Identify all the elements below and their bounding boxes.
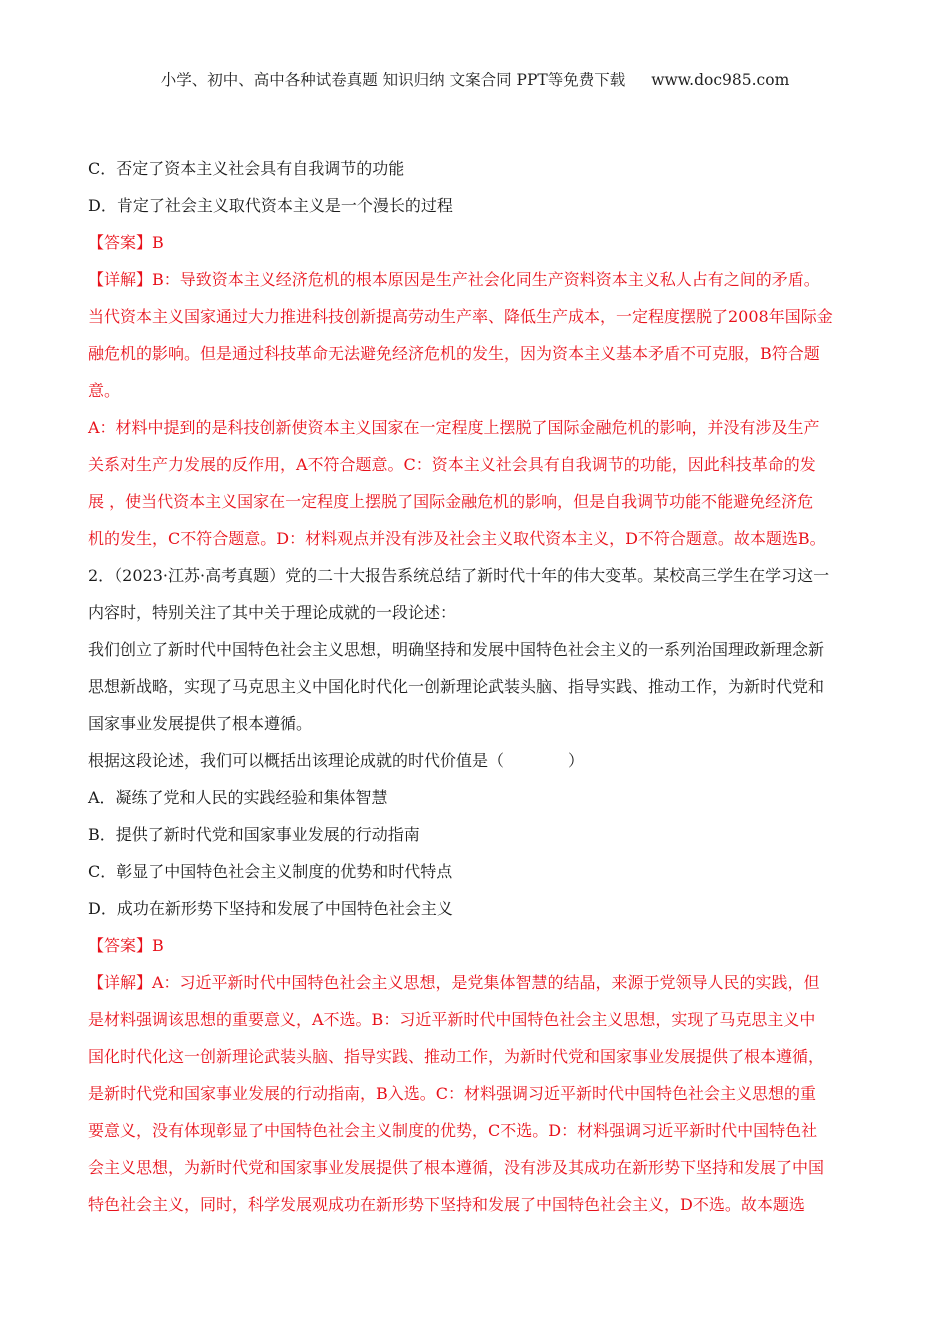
text-line: A：材料中提到的是科技创新使资本主义国家在一定程度上摆脱了国际金融危机的影响，并没有涉及生产	[88, 418, 820, 437]
text-line: B．提供了新时代党和国家事业发展的行动指南	[88, 825, 420, 844]
text-line: 【详解】A：习近平新时代中国特色社会主义思想，是党集体智慧的结晶，来源于党领导人民的实践，但	[88, 973, 820, 992]
text-line: 是新时代党和国家事业发展的行动指南，B入选。C：材料强调习近平新时代中国特色社会主义思想的重	[88, 1084, 817, 1103]
text-line: 国家事业发展提供了根本遵循。	[88, 714, 313, 733]
text-line: 特色社会主义，同时，科学发展观成功在新形势下坚持和发展了中国特色社会主义，D不选。故本题选	[88, 1195, 805, 1214]
text-line: 会主义思想，为新时代党和国家事业发展提供了根本遵循，没有涉及其成功在新形势下坚持和发展了中国	[88, 1158, 825, 1177]
page-header	[0, 68, 950, 90]
text-line: C．彰显了中国特色社会主义制度的优势和时代特点	[88, 862, 453, 881]
text-line: 意。	[88, 381, 121, 400]
text-line: 展 ，使当代资本主义国家在一定程度上摆脱了国际金融危机的影响，但是自我调节功能不能避免经济危	[88, 492, 814, 511]
document-body	[88, 150, 868, 1223]
text-line: A．凝练了党和人民的实践经验和集体智慧	[88, 788, 388, 807]
text-line: 我们创立了新时代中国特色社会主义思想，明确坚持和发展中国特色社会主义的一系列治国理政新理念新	[88, 640, 825, 659]
text-line: 思想新战略，实现了马克思主义中国化时代化一创新理论武装头脑、指导实践、推动工作，为新时代党和	[88, 677, 825, 696]
text-line: 根据这段论述，我们可以概括出该理论成就的时代价值是（ ）	[88, 751, 585, 770]
text-line: 是材料强调该思想的重要意义，A不选。B：习近平新时代中国特色社会主义思想，实现了马克思主义中	[88, 1010, 816, 1029]
text-line: 机的发生，C不符合题意。D：材料观点并没有涉及社会主义取代资本主义，D不符合题意。故本题选B。	[88, 529, 826, 548]
text-line: 2．（2023·江苏·高考真题）党的二十大报告系统总结了新时代十年的伟大变革。某校高三学生在学习这一	[88, 566, 830, 585]
text-line: C．否定了资本主义社会具有自我调节的功能	[88, 159, 405, 178]
text-line: D．成功在新形势下坚持和发展了中国特色社会主义	[88, 899, 453, 918]
text-line: 融危机的影响。但是通过科技革命无法避免经济危机的发生，因为资本主义基本矛盾不可克服，B符合题	[88, 344, 820, 363]
text-line: 关系对生产力发展的反作用，A不符合题意。C：资本主义社会具有自我调节的功能，因此科技革命的发	[88, 455, 816, 474]
text-line: 内容时，特别关注了其中关于理论成就的一段论述：	[88, 603, 457, 622]
text-line: 当代资本主义国家通过大力推进科技创新提高劳动生产率、降低生产成本，一定程度摆脱了2008年国际金	[88, 307, 833, 326]
text-line: 【答案】B	[88, 233, 164, 252]
text-line: 要意义，没有体现彰显了中国特色社会主义制度的优势，C不选。D：材料强调习近平新时代中国特色社	[88, 1121, 818, 1140]
text-line: D．肯定了社会主义取代资本主义是一个漫长的过程	[88, 196, 453, 215]
text-line: 国化时代化这一创新理论武装头脑、指导实践、推动工作，为新时代党和国家事业发展提供了根本遵循，	[88, 1047, 825, 1066]
header-text: 小学、初中、高中各种试卷真题 知识归纳 文案合同 PPT等免费下载	[160, 71, 626, 89]
text-line: 【答案】B	[88, 936, 164, 955]
header-site: www.doc985.com	[651, 71, 790, 89]
text-line: 【详解】B：导致资本主义经济危机的根本原因是生产社会化同生产资料资本主义私人占有之间的矛盾。	[88, 270, 820, 289]
